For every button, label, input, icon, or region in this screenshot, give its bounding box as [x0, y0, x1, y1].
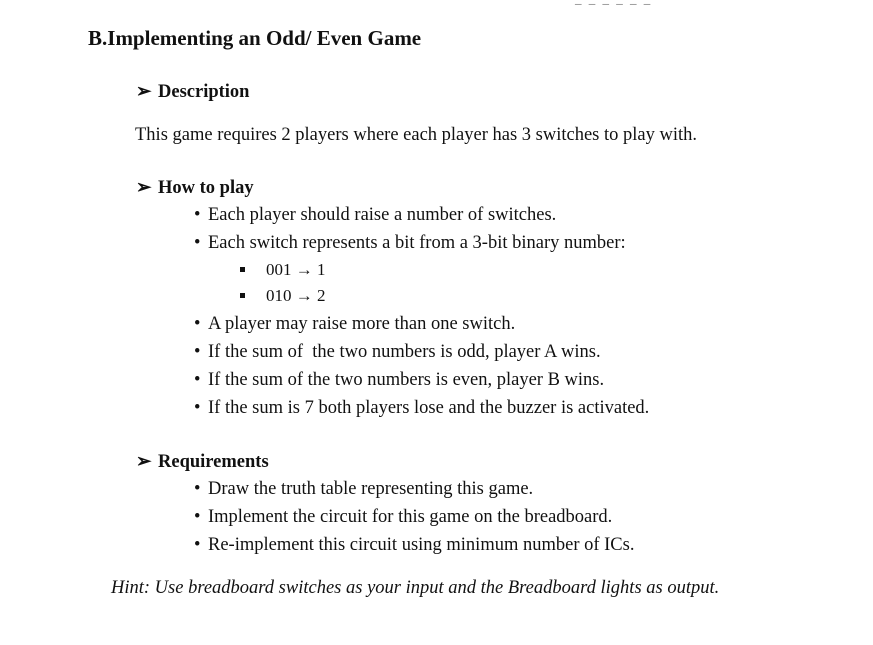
list-item-text: A player may raise more than one switch. — [208, 314, 516, 334]
example-text: 001 → 1 — [266, 260, 326, 279]
bullet-dot-icon: • — [194, 342, 201, 362]
bullet-dot-icon: • — [194, 314, 201, 334]
description-heading-text: Description — [158, 82, 250, 102]
list-item-text: Each player should raise a number of switches. — [208, 205, 557, 225]
page-top-marks — [575, 0, 652, 7]
list-item-text: If the sum of the two numbers is odd, player A wins. — [208, 342, 601, 362]
bullet-dot-icon: • — [194, 205, 201, 225]
description-heading — [136, 81, 249, 103]
bullet-dot-icon: • — [194, 233, 201, 253]
section-number: B. — [88, 26, 108, 50]
list-item — [194, 535, 634, 556]
list-item-text: Re-implement this circuit using minimum number of ICs. — [208, 535, 635, 555]
list-item — [194, 479, 533, 500]
list-item — [194, 370, 604, 391]
list-item-text: If the sum of the two numbers is even, player B wins. — [208, 370, 605, 390]
square-bullet-icon — [240, 267, 245, 272]
hint-text: Hint: Use breadboard switches as your input and the Breadboard lights as output. — [111, 578, 720, 598]
list-item-text: If the sum is 7 both players lose and the buzzer is activated. — [208, 398, 650, 418]
example-text: 010 → 2 — [266, 286, 326, 305]
list-item-text: Implement the circuit for this game on the breadboard. — [208, 507, 613, 527]
list-item — [194, 507, 612, 528]
how-to-play-heading-text: How to play — [158, 178, 254, 198]
description-text: This game requires 2 players where each player has 3 switches to play with. — [135, 125, 698, 145]
requirements-heading — [136, 451, 269, 473]
example-item — [240, 286, 326, 306]
bullet-dot-icon: • — [194, 398, 201, 418]
example-item — [240, 260, 326, 280]
list-item-text: Each switch represents a bit from a 3-bit binary number: — [208, 233, 626, 253]
how-to-play-heading — [136, 177, 254, 199]
list-item — [194, 314, 515, 335]
square-bullet-icon — [240, 293, 245, 298]
bullet-dot-icon: • — [194, 479, 201, 499]
list-item — [194, 205, 556, 226]
list-item — [194, 233, 626, 254]
list-item — [194, 342, 601, 363]
list-item — [194, 398, 649, 419]
arrowhead-bullet-icon: ➢ — [136, 82, 152, 102]
section-title-text: Implementing an Odd/ Even Game — [107, 26, 422, 50]
requirements-heading-text: Requirements — [158, 452, 269, 472]
bullet-dot-icon: • — [194, 535, 201, 555]
arrowhead-bullet-icon: ➢ — [136, 178, 152, 198]
bullet-dot-icon: • — [194, 370, 201, 390]
bullet-dot-icon: • — [194, 507, 201, 527]
arrowhead-bullet-icon: ➢ — [136, 452, 152, 472]
list-item-text: Draw the truth table representing this game. — [208, 479, 534, 499]
section-title — [88, 26, 421, 51]
